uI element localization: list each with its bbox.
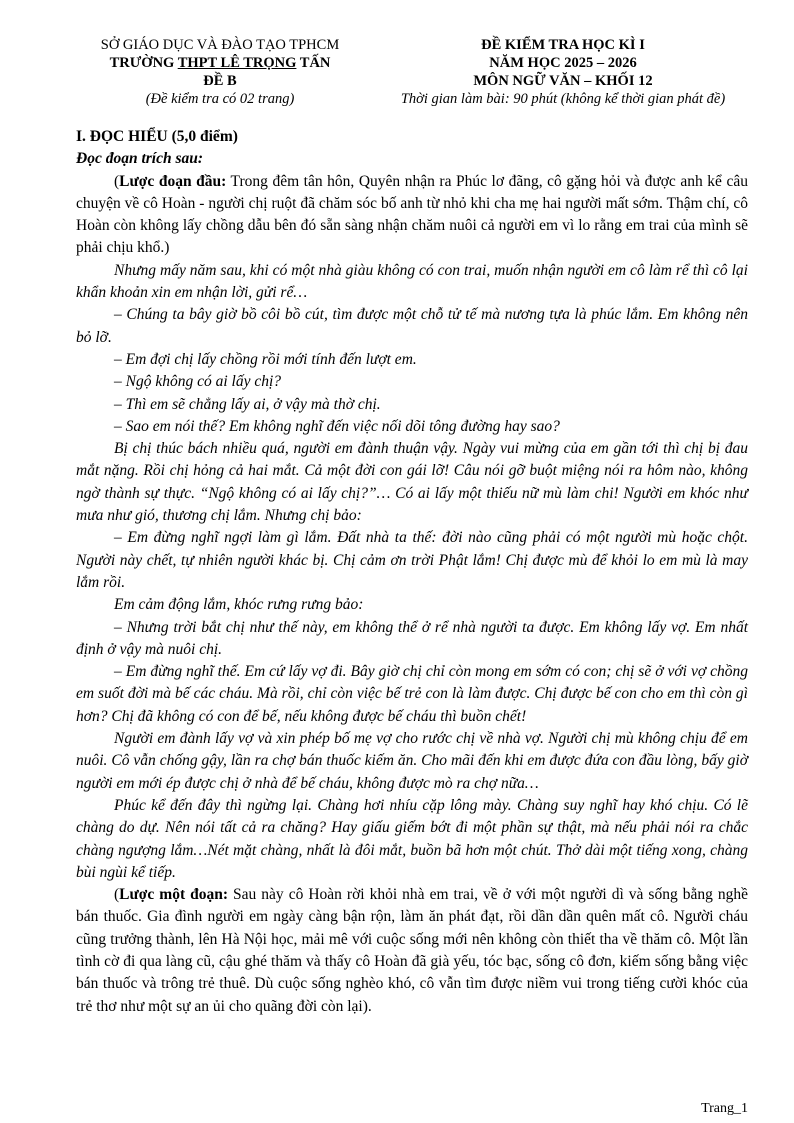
section-title: I. ĐỌC HIỂU (5,0 điểm): [76, 128, 238, 145]
passage-paragraph: Bị chị thúc bách nhiều quá, người em đành thuận vậy. Ngày vui mừng của em gần tới thì chị bị đau mắt nặng. Rồi chị hỏng cả hai mắt. Cả một đời con gái lỡ! Câu nói gỡ buột miệng nói ra hôm nào, không ngờ thành sự thực. “Ngộ không có ai lấy chị?”… Có ai lấy một thiếu nữ mù làm chi! Người em khóc như mưa như gió, thương chị lắm. Nhưng chị bảo:: [76, 440, 748, 525]
subject-grade: MÔN NGỮ VĂN – KHỐI 12: [473, 73, 653, 89]
passage-dialogue: – Em đợi chị lấy chồng rồi mới tính đến lượt em.: [114, 350, 417, 368]
passage-dialogue: – Ngộ không có ai lấy chị?: [114, 373, 282, 391]
passage-dialogue: – Em đừng nghĩ thế. Em cứ lấy vợ đi. Bây giờ chị chỉ còn mong em sớm có con; chị sẽ ở với vợ chồng em suốt đời mà bế các cháu. Mà rồi, chỉ còn việc bế trẻ con là làm được. Chị được bế con cho em thì còn gì hơn? Chị đã không có con để bế, nếu không được bế cháu thì buồn chết!: [76, 663, 748, 725]
exam-content: [76, 126, 748, 1018]
header-left: [70, 36, 370, 108]
summary-label: Lược một đoạn:: [119, 886, 229, 904]
page-count-note: (Đề kiểm tra có 02 trang): [145, 91, 295, 107]
page-number: Trang_1: [701, 1101, 748, 1116]
passage-paragraph: Em cảm động lắm, khóc rưng rưng bảo:: [114, 596, 364, 614]
header-right: [372, 36, 754, 108]
time-allowed: Thời gian làm bài: 90 phút (không kể thời gian phát đề): [400, 91, 726, 107]
passage-summary-omitted: (Lược một đoạn: Sau này cô Hoàn rời khỏi nhà em trai, về ở với một người dì và sống bằng nghề bán thuốc. Gia đình người em ngày càng bận rộn, làm ăn phát đạt, rồi dần dần quên mất cô. Người cháu cũng trưởng thành, lên Hà Nội học, mải mê với cuộc sống mới nên không còn thiết tha về thăm cô. Một lần tình cờ đi qua làng cũ, cậu ghé thăm và thấy cô Hoàn đã già yếu, tóc bạc, sống cô đơn, kiếm sống bằng việc bán thuốc và trông trẻ thuê. Dù cuộc sống nghèo khó, cô vẫn tìm được niềm vui trong tiếng cười khóc của trẻ thơ như một sự an ủi cho quãng đời còn lại).: [76, 886, 748, 1015]
section-instruction: Đọc đoạn trích sau:: [76, 150, 204, 168]
passage-summary-opening: (Lược đoạn đầu: Trong đêm tân hôn, Quyên nhận ra Phúc lơ đãng, cô gặng hỏi và được anh kể câu chuyện về cô Hoàn - người chị ruột đã chăm sóc bố anh từ nhỏ khi cha mẹ hai người mất sớm. Thậm chí, cô Hoàn còn không lấy chồng dẫu bên đó sẵn sàng nhận chăm nuôi cả người em vì lo rằng em trai của mình sẽ phải chịu khổ.): [76, 172, 748, 257]
school-name: TRƯỜNG THPT LÊ TRỌNG TẤN: [109, 55, 331, 71]
passage-dialogue: – Nhưng trời bắt chị như thế này, em không thể ở rể nhà người ta được. Em không lấy vợ. Em nhất định ở vậy mà nuôi chị.: [76, 618, 748, 658]
passage-paragraph: Người em đành lấy vợ và xin phép bố mẹ vợ cho rước chị về nhà vợ. Người chị mù không chịu để em nuôi. Cô vẫn chống gậy, lần ra chợ bán thuốc kiếm ăn. Cho mãi đến khi em được đứa con đầu lòng, bấy giờ người em mới ép được chị ở nhà để bế cháu, không được mò ra chợ nữa…: [76, 730, 748, 792]
passage-dialogue: – Sao em nói thế? Em không nghĩ đến việc nối dõi tông đường hay sao?: [114, 417, 560, 435]
department-name: SỞ GIÁO DỤC VÀ ĐÀO TẠO TPHCM: [100, 37, 340, 53]
passage-dialogue: – Thì em sẽ chẳng lấy ai, ở vậy mà thờ chị.: [114, 395, 381, 413]
passage-dialogue: – Em đừng nghĩ ngợi làm gì lắm. Đất nhà ta thế: đời nào cũng phải có một người mù hoặc chột. Người này chết, tự nhiên người khác bị. Chị cảm ơn trời Phật lắm! Chị được mù để khỏi lo em mù là may lắm rồi.: [76, 529, 748, 591]
passage-dialogue: – Chúng ta bây giờ bồ côi bồ cút, tìm được một chỗ tử tế mà nương tựa là phúc lắm. Em không nên bỏ lỡ.: [76, 306, 748, 346]
exam-title: ĐỀ KIỂM TRA HỌC KÌ I: [481, 37, 645, 53]
exam-code: ĐỀ B: [203, 73, 237, 89]
passage-paragraph: Phúc kể đến đây thì ngừng lại. Chàng hơi nhíu cặp lông mày. Chàng suy nghĩ hay khó chịu. Có lẽ chàng do dự. Nên nói tất cả ra chăng? Hay giấu giếm bớt đi một phần sự thật, mà nếu phải nói ra chắc chàng ngượng lắm…Nét mặt chàng, nhất là đôi mắt, buồn bã hơn một chút. Thở dài một tiếng xong, chàng bùi ngùi kể tiếp.: [76, 796, 748, 881]
school-year: NĂM HỌC 2025 – 2026: [489, 55, 637, 71]
passage-paragraph: Nhưng mấy năm sau, khi có một nhà giàu không có con trai, muốn nhận người em cô làm rể thì cô lại khẩn khoản xin em nhận lời, gửi rể…: [76, 261, 748, 302]
summary-label: Lược đoạn đầu:: [119, 172, 227, 190]
